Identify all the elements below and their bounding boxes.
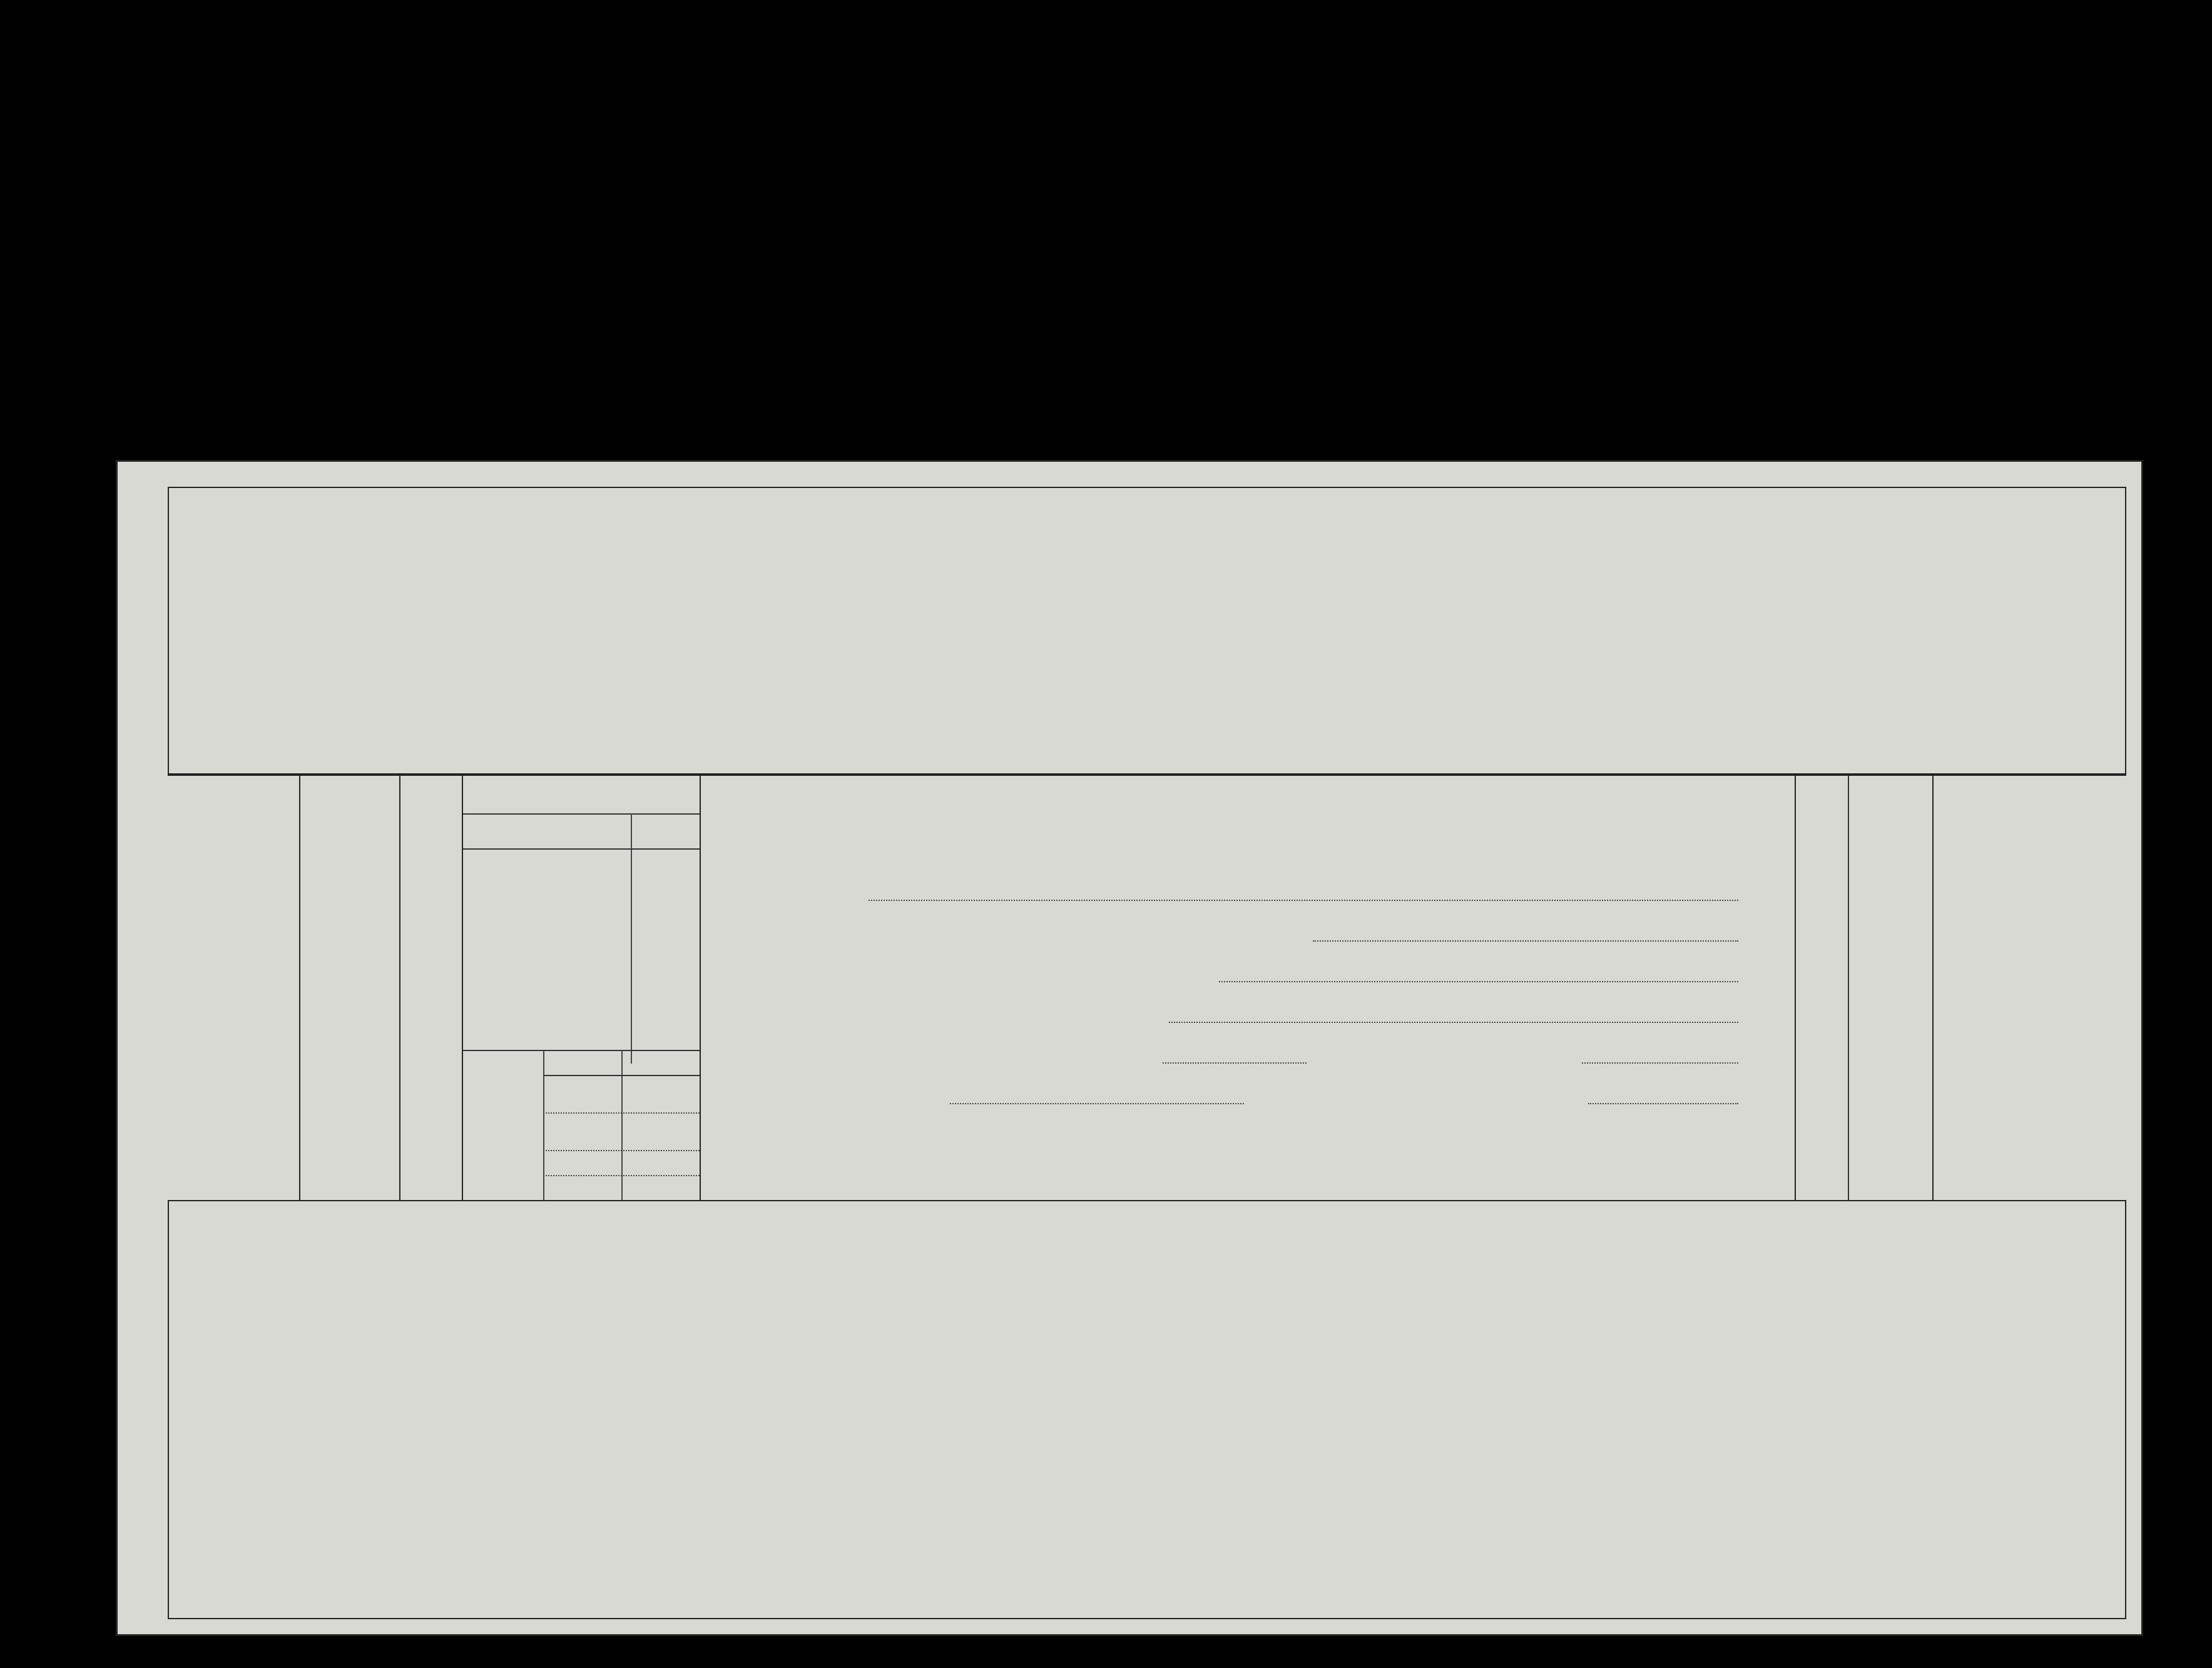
lease-table <box>168 1200 2126 1619</box>
middle-section <box>168 775 2126 1200</box>
crops-table <box>168 487 2126 775</box>
census-card-sheet <box>116 460 2143 1636</box>
hired-workers-title <box>415 787 452 1187</box>
population-title <box>1798 837 1848 1150</box>
